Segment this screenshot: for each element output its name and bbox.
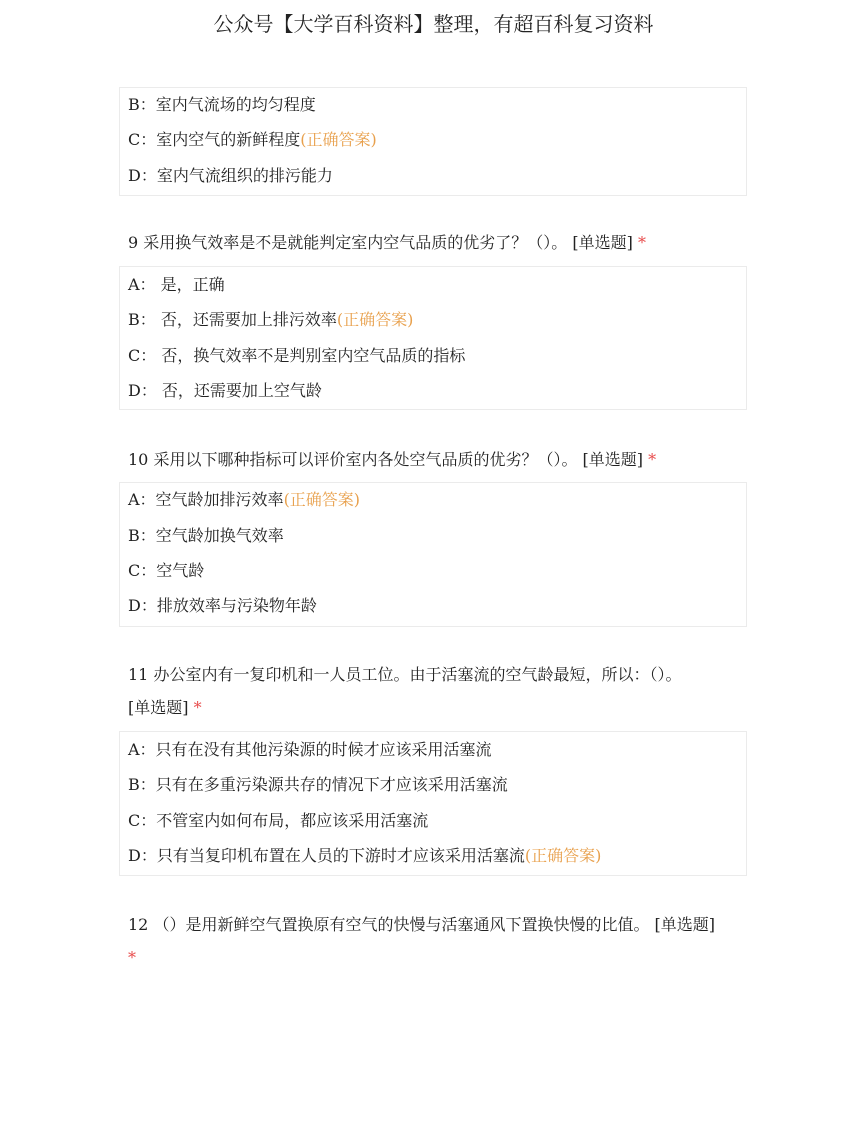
- correct-answer-mark: (正确答案): [524, 846, 602, 865]
- required-star: *: [128, 948, 136, 967]
- q9-options: [119, 266, 747, 410]
- option-text: D：排放效率与污染物年龄: [128, 596, 317, 615]
- q9-option-c[interactable]: [128, 345, 465, 367]
- option-text: B：只有在多重污染源共存的情况下才应该采用活塞流: [128, 775, 508, 794]
- question-text: 10 采用以下哪种指标可以评价室内各处空气品质的优劣？（）。 [单选题]: [128, 450, 644, 469]
- question-type: [单选题]: [128, 698, 189, 717]
- question-10-title: [128, 449, 656, 471]
- q9-option-a[interactable]: [128, 274, 225, 296]
- q11-option-a[interactable]: [128, 739, 492, 761]
- option-text: D：室内气流组织的排污能力: [128, 166, 333, 185]
- option-text: D：只有当复印机布置在人员的下游时才应该采用活塞流: [128, 846, 525, 865]
- q11-options: [119, 731, 747, 876]
- q11-option-c[interactable]: [128, 810, 428, 832]
- option-text: B： 否，还需要加上排污效率: [128, 310, 337, 329]
- q10-options: [119, 482, 747, 627]
- option-text: C：室内空气的新鲜程度: [128, 130, 301, 149]
- option-text: C：空气龄: [128, 561, 205, 580]
- q8-options: [119, 87, 747, 196]
- q9-option-b[interactable]: [128, 309, 413, 331]
- question-12-title: 12 （）是用新鲜空气置换原有空气的快慢与活塞通风下置换快慢的比值。 [单选题]: [128, 915, 716, 934]
- q10-option-c[interactable]: [128, 560, 204, 582]
- q8-option-c[interactable]: [128, 129, 377, 151]
- q10-option-b[interactable]: [128, 525, 284, 547]
- required-star: *: [648, 450, 657, 469]
- q8-option-b[interactable]: [128, 94, 316, 116]
- option-text: A： 是，正确: [128, 275, 225, 294]
- q11-option-d[interactable]: [128, 845, 601, 867]
- correct-answer-mark: (正确答案): [283, 490, 361, 509]
- option-text: D： 否，还需要加上空气龄: [128, 381, 322, 400]
- option-text: C：不管室内如何布局，都应该采用活塞流: [128, 811, 429, 830]
- option-text: C： 否，换气效率不是判别室内空气品质的指标: [128, 346, 466, 365]
- q9-option-d[interactable]: [128, 380, 322, 402]
- option-text: A：空气龄加排污效率: [128, 490, 284, 509]
- page-header: 公众号【大学百科资料】整理，有超百科复习资料: [213, 12, 654, 36]
- correct-answer-mark: (正确答案): [300, 130, 377, 149]
- question-9-title: [128, 232, 646, 254]
- option-text: A：只有在没有其他污染源的时候才应该采用活塞流: [128, 740, 492, 759]
- q10-option-d[interactable]: [128, 595, 317, 617]
- question-text: 9 采用换气效率是不是就能判定室内空气品质的优劣了？（）。 [单选题]: [128, 233, 633, 252]
- q11-option-b[interactable]: [128, 774, 508, 796]
- correct-answer-mark: (正确答案): [336, 310, 414, 329]
- required-star: *: [193, 698, 202, 717]
- option-text: B：空气龄加换气效率: [128, 526, 284, 545]
- required-star: *: [637, 233, 646, 252]
- option-text: B：室内气流场的均匀程度: [128, 95, 316, 114]
- question-11-title-line2: [128, 697, 202, 719]
- question-11-title: 11 办公室内有一复印机和一人员工位。由于活塞流的空气龄最短，所以：（）。: [128, 665, 682, 684]
- q10-option-a[interactable]: [128, 489, 360, 511]
- q8-option-d[interactable]: [128, 165, 333, 187]
